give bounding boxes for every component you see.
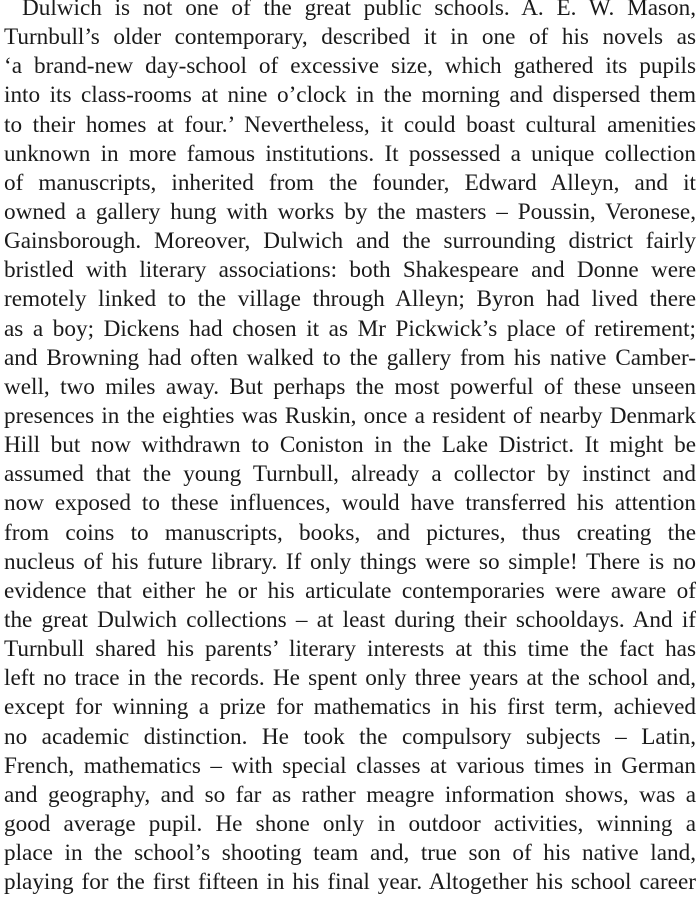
text-line: and Browning had often walked to the gallery from his native Camber- — [4, 344, 696, 371]
text-line: nucleus of his future library. If only things were so simple! There is no — [4, 548, 696, 575]
text-line: to their homes at four.’ Nevertheless, it could boast cultural amenities — [4, 111, 696, 138]
text-line: no academic distinction. He took the compulsory subjects – Latin, — [4, 723, 696, 750]
text-line: playing for the first fifteen in his final year. Altogether his school career — [4, 869, 696, 896]
body-paragraph — [4, 0, 696, 897]
text-line: bristled with literary associations: both Shakespeare and Donne were — [4, 257, 696, 284]
text-line: Gainsborough. Moreover, Dulwich and the surrounding district fairly — [4, 228, 696, 255]
text-line: Hill but now withdrawn to Coniston in the Lake District. It might be — [4, 432, 696, 459]
text-line: from coins to manuscripts, books, and pictures, thus creating the — [4, 519, 696, 546]
text-line: left no trace in the records. He spent only three years at the school and, — [4, 665, 696, 692]
text-line: evidence that either he or his articulate contemporaries were aware of — [4, 577, 696, 604]
text-line: assumed that the young Turnbull, already a collector by instinct and — [4, 461, 696, 488]
text-line: of manuscripts, inherited from the founder, Edward Alleyn, and it — [4, 169, 696, 196]
text-line: into its class-rooms at nine o’clock in the morning and dispersed them — [4, 82, 696, 109]
text-line: Dulwich is not one of the great public schools. A. E. W. Mason, — [22, 0, 696, 21]
text-line: unknown in more famous institutions. It possessed a unique collection — [4, 140, 696, 167]
text-line: now exposed to these influences, would have transferred his attention — [4, 490, 696, 517]
text-line: Turnbull’s older contemporary, described it in one of his novels as — [4, 24, 696, 51]
text-line: and geography, and so far as rather meagre information shows, was a — [4, 781, 696, 808]
text-line: good average pupil. He shone only in outdoor activities, winning a — [4, 810, 696, 837]
text-line: presences in the eighties was Ruskin, once a resident of nearby Denmark — [4, 402, 696, 429]
text-line: Turnbull shared his parents’ literary interests at this time the fact has — [4, 636, 696, 663]
text-line: French, mathematics – with special classes at various times in German — [4, 752, 696, 779]
text-line: remotely linked to the village through Alleyn; Byron had lived there — [4, 286, 696, 313]
text-line: except for winning a prize for mathematics in his first term, achieved — [4, 694, 696, 721]
text-line: as a boy; Dickens had chosen it as Mr Pickwick’s place of retirement; — [4, 315, 696, 342]
text-line: place in the school’s shooting team and, true son of his native land, — [4, 840, 696, 867]
text-line: ‘a brand-new day-school of excessive size, which gathered its pupils — [4, 53, 696, 80]
text-line: well, two miles away. But perhaps the most powerful of these unseen — [4, 373, 696, 400]
text-line: the great Dulwich collections – at least during their schooldays. And if — [4, 606, 696, 633]
text-line: owned a gallery hung with works by the masters – Poussin, Veronese, — [4, 198, 696, 225]
